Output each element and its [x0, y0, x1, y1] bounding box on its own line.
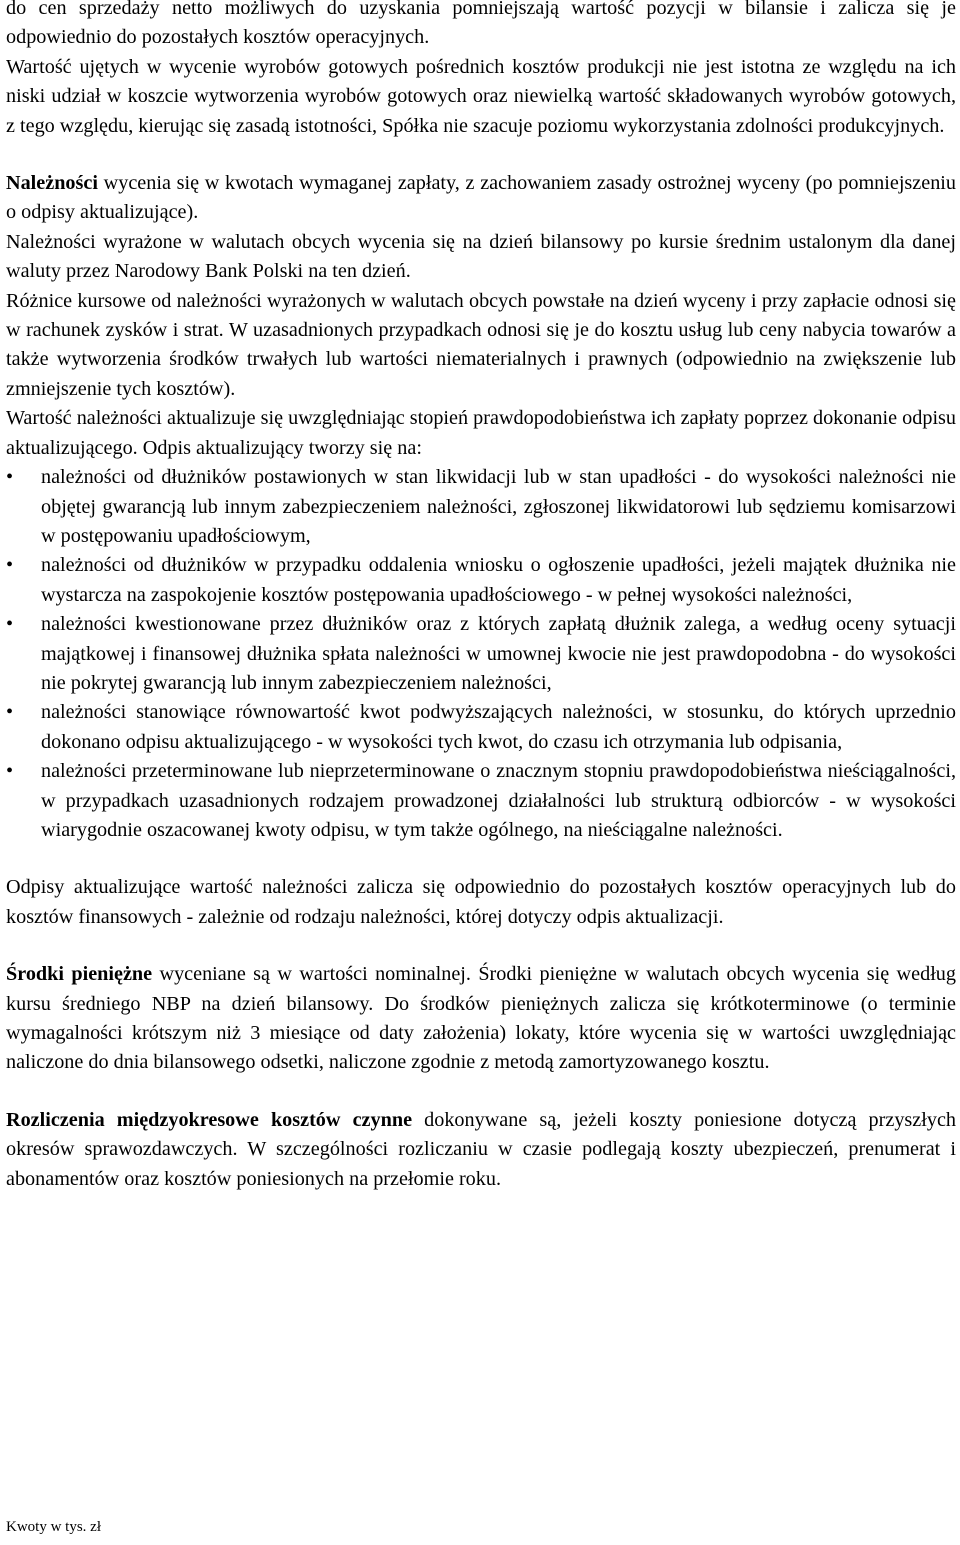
- list-item: • należności od dłużników w przypadku oddalenia wniosku o ogłoszenie upadłości, jeżeli majątek dłużnika nie wystarcza na zaspokojenie kosztów postępowania upadłościowego - w pełnej wysokości należności,: [6, 551, 956, 610]
- list-item: • należności przeterminowane lub nieprzeterminowane o znacznym stopniu prawdopodobieństwa nieściągalności, w przypadkach uzasadnionych rodzajem prowadzonej działalności lub strukturą odbiorców - w wysokości wiarygodnie oszacowanej kwoty odpisu, w tym także ogólnego, na nieściągalne należności.: [6, 757, 956, 845]
- paragraph-prepayments-text: dokonywane są, jeżeli koszty poniesione dotyczą przyszłych okresów sprawozdawczych. W szczególności rozliczaniu w czasie podlegają koszty ubezpieczeń, prenumerat i abonamentów oraz kosztów poniesionych na przełomie roku.: [6, 1108, 957, 1190]
- list-item: • należności od dłużników postawionych w stan likwidacji lub w stan upadłości - do wysokości należności nie objętej gwarancją lub innym zabezpieczeniem należności, zgłoszonej likwidatorowi lub sędziemu komisarzowi w postępowaniu upadłościowym,: [6, 463, 956, 551]
- heading-receivables: Należności: [6, 172, 98, 195]
- paragraph-production-costs: Wartość ujętych w wycenie wyrobów gotowych pośrednich kosztów produkcji nie jest istotna ze względu na ich niski udział w koszcie wytworzenia wyrobów gotowych oraz niewielką wartość składowanych wyrobów gotowych, z tego względu, kierując się zasadą istotności, Spółka nie szacuje poziomu wykorzystania zdolności produkcyjnych.: [6, 55, 956, 137]
- paragraph-receivables-text: wycenia się w kwotach wymaganej zapłaty, z zachowaniem zasady ostrożnej wyceny (po pomniejszeniu o odpisy aktualizujące).: [6, 172, 956, 224]
- paragraph-cash-text: wyceniane są w wartości nominalnej. Środki pieniężne w walutach obcych wycenia się według kursu średniego NBP na dzień bilansowy. Do środków pieniężnych zalicza się krótkoterminowe (o terminie wymagalności krótszym niż 3 miesiące od daty założenia) lokaty, które wycenia się w wartości uwzględniając naliczone do dnia bilansowego odsetki, naliczone zgodnie z metodą zamortyzowanego kosztu.: [6, 963, 956, 1074]
- paragraph-receivables: [6, 169, 956, 228]
- paragraph-write-down-allocation: Odpisy aktualizujące wartość należności zalicza się odpowiednio do pozostałych kosztów operacyjnych lub do kosztów finansowych - zależnie od rodzaju należności, której dotyczy odpis aktualizacji.: [6, 876, 956, 928]
- spacer: [6, 1078, 956, 1106]
- paragraph-prepayments: [6, 1106, 956, 1194]
- document-page: [6, 0, 956, 1194]
- page-footer: Kwoty w tys. zł: [6, 1519, 101, 1535]
- heading-cash: Środki pieniężne: [6, 963, 153, 986]
- spacer: [6, 141, 956, 169]
- spacer: [6, 932, 956, 960]
- paragraph-write-down-intro: Wartość należności aktualizuje się uwzględniając stopień prawdopodobieństwa ich zapłaty poprzez dokonanie odpisu aktualizującego. Odpis aktualizujący tworzy się na:: [6, 407, 956, 459]
- paragraph-foreign-currency-receivables: Należności wyrażone w walutach obcych wycenia się na dzień bilansowy po kursie średnim ustalonym dla danej waluty przez Narodowy Bank Polski na ten dzień.: [6, 230, 956, 283]
- paragraph-cash: [6, 960, 956, 1078]
- heading-prepayments: Rozliczenia międzyokresowe kosztów czynne: [6, 1108, 413, 1131]
- paragraph-exchange-differences: Różnice kursowe od należności wyrażonych w walutach obcych powstałe na dzień wyceny i przy zapłacie odnosi się w rachunek zysków i strat. W uzasadnionych przypadkach odnosi się je do kosztu usług lub ceny nabycia towarów a także wytworzenia środków trwałych lub wartości niematerialnych i prawnych (odpowiednio na zwiększenie lub zmniejszenie tych kosztów).: [6, 289, 956, 400]
- list-item: • należności stanowiące równowartość kwot podwyższających należności, w stosunku, do których uprzednio dokonano odpisu aktualizującego - w wysokości tych kwot, do czasu ich otrzymania lub odpisania,: [6, 698, 956, 757]
- paragraph-inventory-valuation: do cen sprzedaży netto możliwych do uzyskania pomniejszają wartość pozycji w bilansie i zalicza się je odpowiednio do pozostałych kosztów operacyjnych.: [6, 0, 956, 49]
- write-down-list: [6, 463, 956, 845]
- list-item: • należności kwestionowane przez dłużników oraz z których zapłatą dłużnik zalega, a według oceny sytuacji majątkowej i finansowej dłużnika spłata należności w umownej kwocie nie jest prawdopodobna - do wysokości nie pokrytej gwarancją lub innym zabezpieczeniem należności,: [6, 610, 956, 698]
- spacer: [6, 845, 956, 873]
